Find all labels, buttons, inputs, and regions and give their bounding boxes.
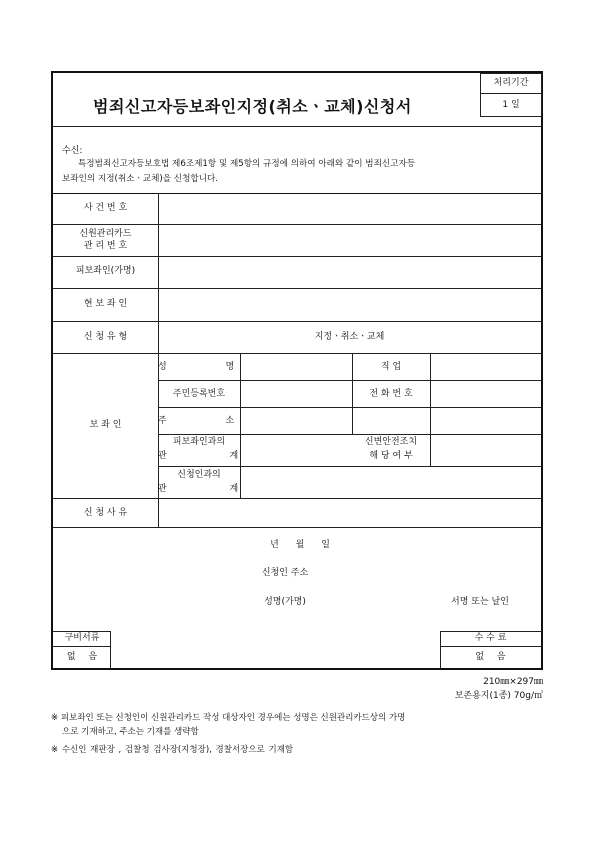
case-number-label: 사 건 번 호 (83, 203, 128, 213)
name-field[interactable] (242, 355, 351, 379)
phone-field[interactable] (432, 382, 540, 406)
recipient-label: 수신: (62, 146, 83, 156)
date-line: 년 월 일 (270, 540, 330, 550)
relation-applicant-field[interactable] (242, 468, 540, 497)
card-number-field[interactable] (160, 226, 540, 255)
resident-number-label: 주민등록번호 (172, 389, 226, 399)
note-1-line2: 으로 기재하고, 주소는 기재를 생략함 (62, 727, 199, 737)
relation-applicant-label-2: 관 계 (158, 484, 269, 494)
occupation-field[interactable] (432, 355, 540, 379)
note-1-line1: ※ 피보좌인 또는 신청인이 신원관리카드 작성 대상자인 경우에는 성명은 신원관리카드상의 가명 (51, 713, 406, 723)
relation-protected-field[interactable] (242, 436, 351, 465)
protected-person-field[interactable] (160, 258, 540, 287)
required-docs-label: 구비서류 (64, 633, 100, 643)
phone-label: 전 화 번 호 (369, 389, 413, 399)
name-label: 성 명 (158, 362, 263, 372)
paper-size: 210㎜×297㎜ (483, 677, 543, 687)
card-number-label-1: 신원관리카드 (79, 229, 132, 239)
sign-or-seal-label: 서명 또는 날인 (451, 597, 509, 607)
processing-period-value: 1 일 (502, 100, 520, 110)
intro-text-line2: 보좌인의 지정(취소ㆍ교체)을 신청합니다. (62, 174, 219, 184)
relation-protected-label-2: 관 계 (158, 451, 269, 461)
safety-measure-label-1: 신변안전조치 (364, 437, 418, 447)
intro-text-line1: 특정범죄신고자등보호법 제6조제1항 및 제5항의 규정에 의하여 아래와 같이 범죄신고자등 (78, 159, 416, 169)
form-title: 범죄신고자등보좌인지정(취소ㆍ교체)신청서 (93, 97, 412, 116)
relation-applicant-label-1: 신청인과의 (177, 470, 221, 480)
assistant-label: 보 좌 인 (89, 420, 122, 430)
paper-type: 보존용지(1종) 70g/㎡ (454, 691, 543, 701)
fee-label: 수 수 료 (474, 633, 507, 643)
address-field[interactable] (242, 409, 540, 433)
reason-label: 신 청 사 유 (83, 508, 128, 518)
note-2: ※ 수신인 재판장 , 검찰청 검사장(지청장), 경찰서장으로 기재함 (51, 745, 294, 755)
case-number-field[interactable] (160, 195, 540, 223)
occupation-label: 직 업 (380, 362, 402, 372)
current-assistant-label: 현 보 좌 인 (83, 299, 128, 309)
address-label: 주 소 (158, 416, 263, 426)
relation-protected-label-1: 피보좌인과의 (172, 437, 226, 447)
resident-number-field[interactable] (242, 382, 351, 406)
card-number-label-2: 관 리 번 호 (83, 241, 128, 251)
applicant-address-label: 신청인 주소 (261, 568, 309, 578)
processing-period-label: 처리기간 (493, 78, 529, 88)
safety-measure-label-2: 해 당 여 부 (369, 451, 413, 461)
safety-measure-field[interactable] (432, 436, 540, 465)
reason-field[interactable] (160, 500, 540, 526)
current-assistant-field[interactable] (160, 290, 540, 320)
application-type-value: 지정ㆍ취소ㆍ교체 (314, 332, 385, 342)
required-docs-value: 없 음 (66, 652, 98, 662)
fee-value: 없 음 (475, 652, 506, 662)
protected-person-label: 피보좌인(가명) (75, 266, 136, 276)
application-type-label: 신 청 유 형 (83, 332, 128, 342)
applicant-name-label: 성명(가명) (264, 597, 306, 607)
